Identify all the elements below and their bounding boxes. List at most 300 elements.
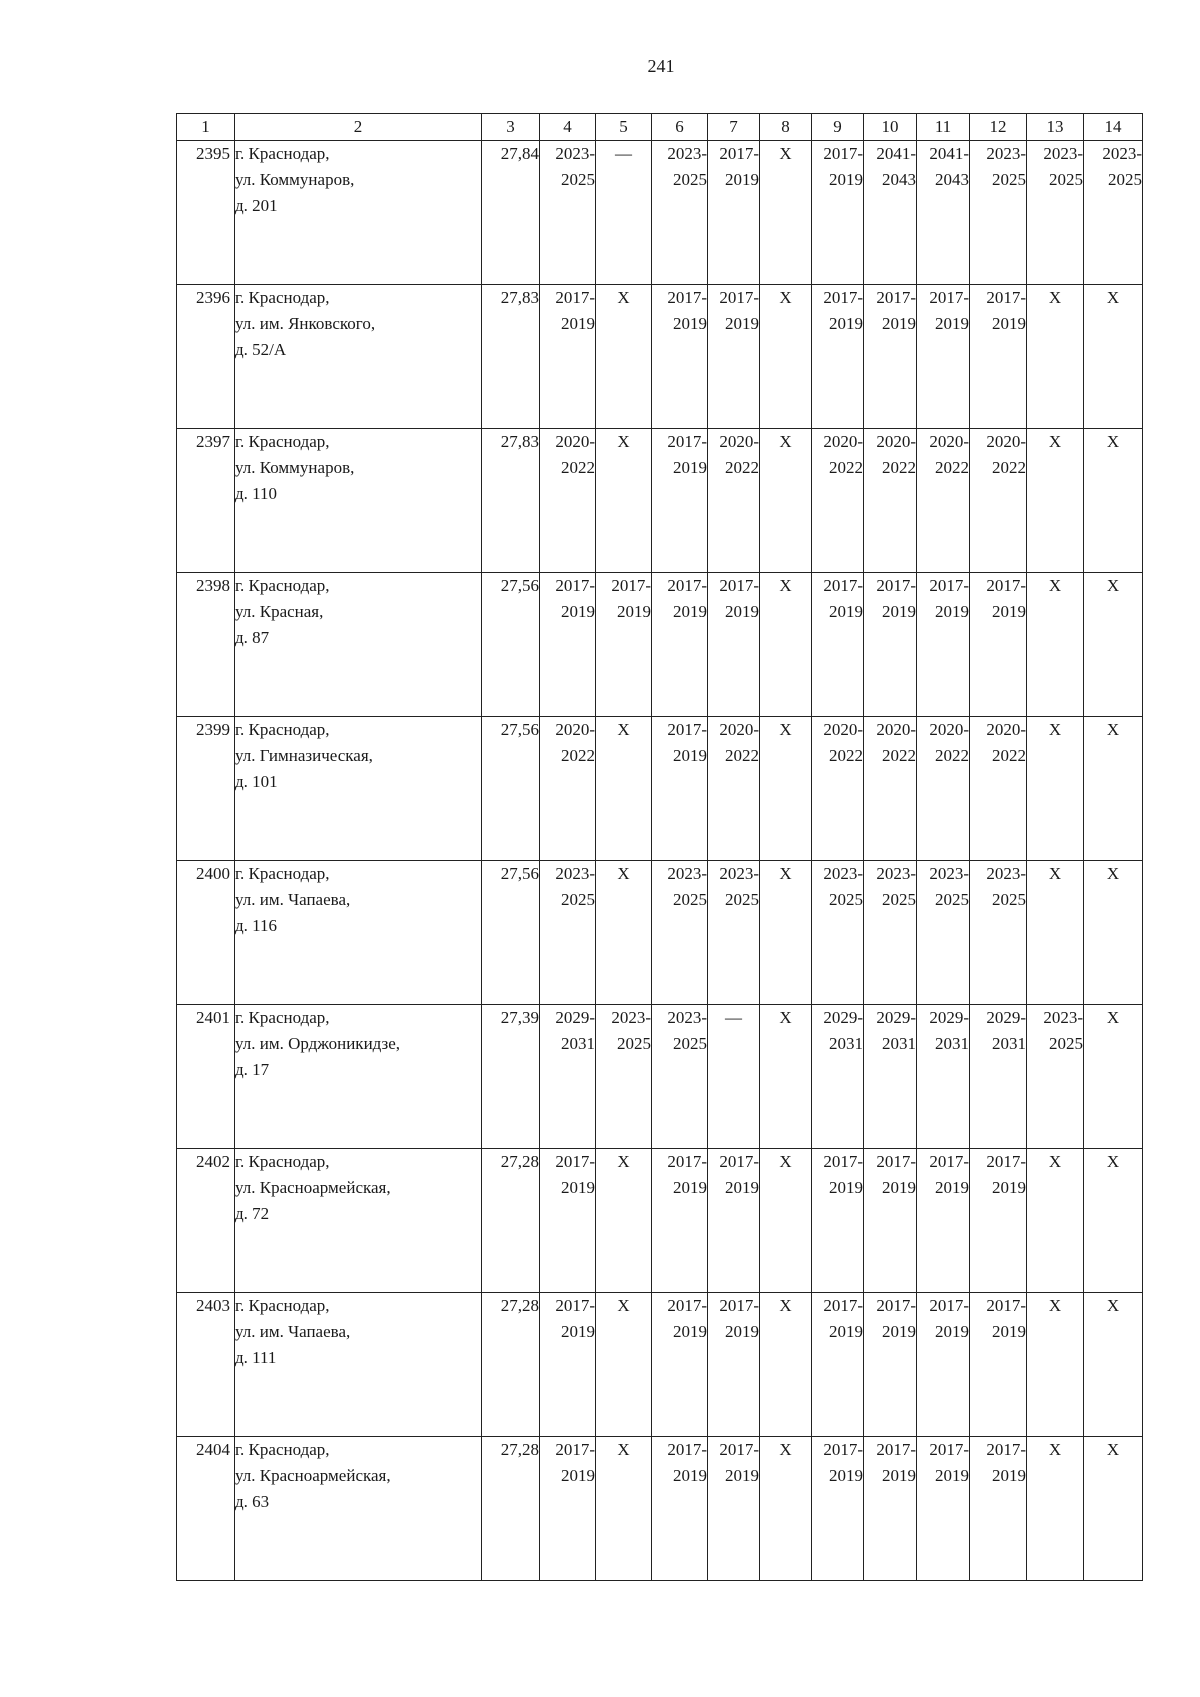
address-line: д. 87: [235, 628, 270, 647]
schedule-value: 2019: [882, 1322, 916, 1341]
schedule-value: Х: [1048, 1440, 1062, 1459]
schedule-cell: [652, 1293, 708, 1437]
schedule-value: 2019: [829, 1178, 863, 1197]
schedule-value: 2025: [992, 170, 1026, 189]
column-number: 2: [235, 114, 482, 141]
address-line: г. Краснодар,: [235, 432, 330, 451]
schedule-cell: [917, 285, 970, 429]
schedule-cell: [1084, 429, 1143, 573]
schedule-cell: [864, 1293, 917, 1437]
schedule-value: Х: [779, 288, 792, 307]
schedule-value: Х: [1048, 576, 1062, 595]
schedule-value: 2017-: [823, 1296, 863, 1315]
row-number-cell: [177, 1149, 235, 1293]
schedule-value: 2019: [992, 1322, 1026, 1341]
schedule-cell: [812, 1149, 864, 1293]
schedule-cell: [917, 717, 970, 861]
row-number-cell: [177, 573, 235, 717]
address-line: г. Краснодар,: [235, 1296, 330, 1315]
schedule-value: 2019: [673, 1322, 707, 1341]
schedule-cell: [917, 1149, 970, 1293]
address-line: д. 111: [235, 1348, 277, 1367]
schedule-value: 2017-: [719, 1296, 759, 1315]
schedule-cell: [540, 1437, 596, 1581]
schedule-value: 2017-: [929, 1440, 969, 1459]
schedule-value: 2029-: [929, 1008, 969, 1027]
schedule-value: 2017-: [823, 1152, 863, 1171]
address-line: д. 52/А: [235, 340, 287, 359]
schedule-value: 2029-: [823, 1008, 863, 1027]
schedule-value: 2019: [829, 1322, 863, 1341]
schedule-cell: [812, 1293, 864, 1437]
schedule-value: 2017-: [876, 1440, 916, 1459]
area-cell: 27,39: [482, 1005, 540, 1149]
schedule-value: 2017-: [719, 288, 759, 307]
schedule-value: Х: [779, 432, 792, 451]
schedule-value: 2019: [561, 1322, 595, 1341]
schedule-value: 2017-: [719, 1152, 759, 1171]
address-line: ул. Коммунаров,: [235, 458, 355, 477]
column-number: 3: [482, 114, 540, 141]
address-cell: [235, 861, 482, 1005]
schedule-cell: [917, 1005, 970, 1149]
schedule-value: 2020-: [986, 432, 1026, 451]
address-cell: [235, 285, 482, 429]
address-line: д. 101: [235, 772, 278, 791]
schedule-cell: [652, 717, 708, 861]
schedule-cell: [812, 717, 864, 861]
schedule-cell: [864, 285, 917, 429]
schedule-cell: [540, 1149, 596, 1293]
schedule-value: 2017-: [929, 1296, 969, 1315]
address-line: д. 110: [235, 484, 278, 503]
area-cell: 27,28: [482, 1149, 540, 1293]
row-number: 2401: [196, 1008, 230, 1027]
schedule-value: 2017-: [667, 1152, 707, 1171]
schedule-value: 2022: [561, 458, 595, 477]
address-line: ул. Красная,: [235, 602, 324, 621]
area-cell: 27,84: [482, 141, 540, 285]
schedule-value: 2017-: [876, 288, 916, 307]
row-number-cell: [177, 1005, 235, 1149]
row-number: 2404: [196, 1440, 230, 1459]
schedule-value: 2020-: [986, 720, 1026, 739]
schedule-cell: [652, 573, 708, 717]
row-number: 2396: [196, 288, 230, 307]
schedule-value: 2025: [673, 170, 707, 189]
schedule-cell: [812, 1005, 864, 1149]
schedule-value: 2019: [992, 1466, 1026, 1485]
schedule-value: 2023-: [876, 864, 916, 883]
schedule-cell: [540, 717, 596, 861]
row-number: 2400: [196, 864, 230, 883]
schedule-cell: [1027, 573, 1084, 717]
address-line: г. Краснодар,: [235, 288, 330, 307]
schedule-cell: [970, 141, 1027, 285]
schedule-cell: [596, 429, 652, 573]
schedule-cell: [760, 429, 812, 573]
address-line: ул. им. Орджоникидзе,: [235, 1034, 401, 1053]
schedule-value: 2020-: [823, 720, 863, 739]
schedule-value: 2017-: [555, 1440, 595, 1459]
schedule-cell: [1084, 717, 1143, 861]
schedule-value: 2023-: [719, 864, 759, 883]
schedule-cell: [812, 429, 864, 573]
schedule-value: 2017-: [823, 1440, 863, 1459]
schedule-value: 2017-: [876, 1152, 916, 1171]
schedule-cell: [864, 573, 917, 717]
schedule-cell: [812, 861, 864, 1005]
row-number-cell: [177, 861, 235, 1005]
schedule-cell: [1027, 141, 1084, 285]
schedule-cell: [812, 1437, 864, 1581]
address-line: г. Краснодар,: [235, 576, 330, 595]
row-number-cell: [177, 1437, 235, 1581]
schedule-cell: [1027, 1149, 1084, 1293]
schedule-cell: [760, 861, 812, 1005]
schedule-value: 2019: [992, 314, 1026, 333]
schedule-value: Х: [1048, 720, 1062, 739]
schedule-value: 2025: [935, 890, 969, 909]
schedule-value: 2019: [561, 1178, 595, 1197]
schedule-value: 2019: [725, 1322, 759, 1341]
column-number: 14: [1084, 114, 1143, 141]
schedule-value: Х: [1106, 1008, 1120, 1027]
column-number: 7: [708, 114, 760, 141]
address-line: г. Краснодар,: [235, 1440, 330, 1459]
schedule-value: 2022: [725, 458, 759, 477]
area-cell: 27,56: [482, 573, 540, 717]
schedule-value: 2019: [725, 1466, 759, 1485]
schedule-cell: [596, 861, 652, 1005]
schedule-value: 2020-: [929, 432, 969, 451]
address-line: д. 72: [235, 1204, 270, 1223]
schedule-value: 2017-: [986, 576, 1026, 595]
schedule-cell: [1027, 717, 1084, 861]
column-number: 9: [812, 114, 864, 141]
schedule-value: 2023-: [1043, 1008, 1083, 1027]
schedule-cell: [917, 1437, 970, 1581]
schedule-value: Х: [1106, 288, 1120, 307]
schedule-value: 2017-: [876, 1296, 916, 1315]
schedule-cell: [540, 573, 596, 717]
address-line: г. Краснодар,: [235, 1152, 330, 1171]
schedule-value: 2025: [829, 890, 863, 909]
schedule-cell: [970, 573, 1027, 717]
schedule-value: Х: [779, 144, 792, 163]
schedule-value: 2022: [935, 746, 969, 765]
address-line: ул. Коммунаров,: [235, 170, 355, 189]
schedule-cell: [864, 1437, 917, 1581]
schedule-cell: [540, 141, 596, 285]
schedule-value: 2022: [992, 458, 1026, 477]
schedule-value: Х: [617, 720, 630, 739]
schedule-value: 2022: [882, 746, 916, 765]
schedule-value: 2025: [1049, 170, 1083, 189]
schedule-cell: [970, 429, 1027, 573]
schedule-value: 2029-: [986, 1008, 1026, 1027]
schedule-cell: [708, 717, 760, 861]
table-row: [177, 429, 1143, 573]
schedule-value: 2029-: [555, 1008, 595, 1027]
schedule-cell: [652, 285, 708, 429]
schedule-value: 2019: [725, 170, 759, 189]
schedule-cell: [708, 285, 760, 429]
column-number: 6: [652, 114, 708, 141]
schedule-value: Х: [779, 864, 792, 883]
row-number-cell: [177, 429, 235, 573]
schedule-value: 2023-: [1102, 144, 1142, 163]
schedule-cell: [596, 1005, 652, 1149]
address-line: г. Краснодар,: [235, 864, 330, 883]
address-line: д. 63: [235, 1492, 270, 1511]
row-number-cell: [177, 285, 235, 429]
schedule-value: —: [615, 144, 632, 163]
schedule-value: 2017-: [555, 1296, 595, 1315]
schedule-cell: [1084, 1005, 1143, 1149]
schedule-cell: [812, 285, 864, 429]
address-line: д. 116: [235, 916, 278, 935]
column-number: 8: [760, 114, 812, 141]
schedule-cell: [917, 861, 970, 1005]
schedule-value: 2017-: [555, 1152, 595, 1171]
schedule-value: 2025: [673, 890, 707, 909]
schedule-cell: [1027, 861, 1084, 1005]
schedule-cell: [652, 429, 708, 573]
schedule-value: 2020-: [719, 720, 759, 739]
schedule-value: 2017-: [667, 288, 707, 307]
schedule-value: 2017-: [986, 1440, 1026, 1459]
row-number: 2397: [196, 432, 230, 451]
schedule-cell: [596, 285, 652, 429]
schedule-value: 2017-: [667, 576, 707, 595]
schedule-cell: [540, 861, 596, 1005]
schedule-value: 2023-: [555, 864, 595, 883]
area-cell: 27,83: [482, 429, 540, 573]
table-row: [177, 1005, 1143, 1149]
address-line: г. Краснодар,: [235, 144, 330, 163]
schedule-value: Х: [617, 1440, 630, 1459]
schedule-value: Х: [1106, 432, 1120, 451]
schedule-value: 2019: [935, 314, 969, 333]
schedule-cell: [708, 573, 760, 717]
schedule-cell: [1084, 1149, 1143, 1293]
schedule-cell: [864, 717, 917, 861]
schedule-cell: [540, 1293, 596, 1437]
schedule-value: 2017-: [929, 288, 969, 307]
schedule-cell: [1027, 1437, 1084, 1581]
schedule-cell: [596, 573, 652, 717]
schedule-cell: [864, 141, 917, 285]
address-cell: [235, 141, 482, 285]
schedule-value: 2022: [829, 746, 863, 765]
schedule-value: 2019: [673, 314, 707, 333]
address-cell: [235, 1005, 482, 1149]
schedule-value: 2017-: [555, 288, 595, 307]
schedule-cell: [760, 573, 812, 717]
schedule-value: 2017-: [667, 1440, 707, 1459]
schedule-value: 2019: [992, 602, 1026, 621]
schedule-value: 2019: [882, 314, 916, 333]
schedule-value: 2019: [882, 1466, 916, 1485]
schedule-cell: [970, 1293, 1027, 1437]
schedule-value: 2017-: [929, 1152, 969, 1171]
schedule-value: 2020-: [876, 432, 916, 451]
area-cell: 27,56: [482, 717, 540, 861]
address-cell: [235, 429, 482, 573]
column-number: 1: [177, 114, 235, 141]
row-number: 2398: [196, 576, 230, 595]
schedule-cell: [917, 141, 970, 285]
schedule-value: Х: [779, 1296, 792, 1315]
schedule-value: 2029-: [876, 1008, 916, 1027]
schedule-cell: [970, 1005, 1027, 1149]
schedule-value: 2020-: [823, 432, 863, 451]
schedule-value: 2043: [935, 170, 969, 189]
schedule-cell: [708, 429, 760, 573]
schedule-value: 2019: [935, 602, 969, 621]
schedule-value: 2025: [561, 170, 595, 189]
schedule-value: 2022: [882, 458, 916, 477]
schedule-cell: [1027, 285, 1084, 429]
column-number: 11: [917, 114, 970, 141]
column-number: 10: [864, 114, 917, 141]
schedule-value: 2017-: [555, 576, 595, 595]
schedule-value: 2019: [617, 602, 651, 621]
schedule-value: 2019: [935, 1466, 969, 1485]
schedule-value: 2025: [673, 1034, 707, 1053]
schedule-value: 2019: [829, 170, 863, 189]
schedule-value: 2025: [725, 890, 759, 909]
schedule-value: 2019: [829, 1466, 863, 1485]
schedule-cell: [708, 1149, 760, 1293]
row-number-cell: [177, 141, 235, 285]
schedule-value: 2022: [561, 746, 595, 765]
schedule-value: 2019: [725, 602, 759, 621]
schedule-value: 2017-: [876, 576, 916, 595]
schedule-value: Х: [1106, 576, 1120, 595]
schedule-value: 2017-: [667, 720, 707, 739]
schedule-cell: [1027, 1005, 1084, 1149]
address-line: ул. им. Чапаева,: [235, 1322, 351, 1341]
area-cell: 27,83: [482, 285, 540, 429]
schedule-value: Х: [617, 1152, 630, 1171]
schedule-cell: [917, 429, 970, 573]
schedule-value: 2019: [561, 602, 595, 621]
schedule-cell: [1027, 1293, 1084, 1437]
column-number: 12: [970, 114, 1027, 141]
schedule-value: 2043: [882, 170, 916, 189]
schedule-value: 2017-: [667, 432, 707, 451]
schedule-cell: [760, 1437, 812, 1581]
schedule-cell: [1084, 573, 1143, 717]
table-row: [177, 861, 1143, 1005]
schedule-value: 2020-: [876, 720, 916, 739]
schedule-cell: [708, 1005, 760, 1149]
schedule-cell: [864, 861, 917, 1005]
schedule-cell: [596, 1149, 652, 1293]
schedule-value: 2022: [935, 458, 969, 477]
schedule-cell: [652, 1437, 708, 1581]
schedule-value: Х: [617, 432, 630, 451]
address-line: ул. Красноармейская,: [235, 1178, 391, 1197]
schedule-value: 2019: [935, 1322, 969, 1341]
schedule-cell: [970, 1149, 1027, 1293]
schedule-cell: [652, 141, 708, 285]
schedule-value: 2019: [725, 1178, 759, 1197]
column-number-row: [177, 114, 1143, 141]
schedule-value: Х: [1106, 1296, 1120, 1315]
schedule-cell: [652, 861, 708, 1005]
table-row: [177, 141, 1143, 285]
schedule-value: 2031: [882, 1034, 916, 1053]
row-number-cell: [177, 717, 235, 861]
area-cell: 27,28: [482, 1437, 540, 1581]
address-cell: [235, 1293, 482, 1437]
schedule-value: 2025: [992, 890, 1026, 909]
register-table: [176, 113, 1143, 1581]
schedule-cell: [864, 1005, 917, 1149]
row-number: 2399: [196, 720, 230, 739]
schedule-value: 2031: [829, 1034, 863, 1053]
schedule-value: 2019: [673, 602, 707, 621]
column-number: 4: [540, 114, 596, 141]
schedule-value: Х: [617, 288, 630, 307]
schedule-cell: [708, 1293, 760, 1437]
schedule-value: 2019: [673, 1466, 707, 1485]
table-row: [177, 1437, 1143, 1581]
schedule-value: 2017-: [986, 1152, 1026, 1171]
schedule-value: 2017-: [823, 144, 863, 163]
schedule-value: Х: [617, 1296, 630, 1315]
schedule-cell: [708, 861, 760, 1005]
schedule-cell: [917, 1293, 970, 1437]
schedule-value: 2025: [882, 890, 916, 909]
address-line: д. 17: [235, 1060, 270, 1079]
address-cell: [235, 1437, 482, 1581]
schedule-cell: [760, 1149, 812, 1293]
schedule-value: 2023-: [986, 144, 1026, 163]
schedule-cell: [812, 141, 864, 285]
schedule-value: 2019: [829, 314, 863, 333]
schedule-value: 2025: [617, 1034, 651, 1053]
schedule-cell: [812, 573, 864, 717]
schedule-cell: [1084, 141, 1143, 285]
schedule-value: 2019: [561, 314, 595, 333]
address-line: ул. Красноармейская,: [235, 1466, 391, 1485]
schedule-cell: [1027, 429, 1084, 573]
schedule-value: 2025: [1108, 170, 1142, 189]
schedule-value: 2023-: [611, 1008, 651, 1027]
schedule-cell: [596, 141, 652, 285]
schedule-value: 2017-: [611, 576, 651, 595]
schedule-value: 2017-: [719, 144, 759, 163]
schedule-value: 2020-: [929, 720, 969, 739]
schedule-cell: [970, 1437, 1027, 1581]
row-number: 2403: [196, 1296, 230, 1315]
schedule-cell: [652, 1149, 708, 1293]
schedule-value: Х: [779, 576, 792, 595]
schedule-value: Х: [1048, 1152, 1062, 1171]
table-row: [177, 1293, 1143, 1437]
schedule-value: Х: [1106, 1152, 1120, 1171]
table-row: [177, 285, 1143, 429]
row-number-cell: [177, 1293, 235, 1437]
schedule-value: Х: [1106, 1440, 1120, 1459]
schedule-value: Х: [779, 1440, 792, 1459]
schedule-value: 2023-: [667, 144, 707, 163]
schedule-cell: [970, 285, 1027, 429]
